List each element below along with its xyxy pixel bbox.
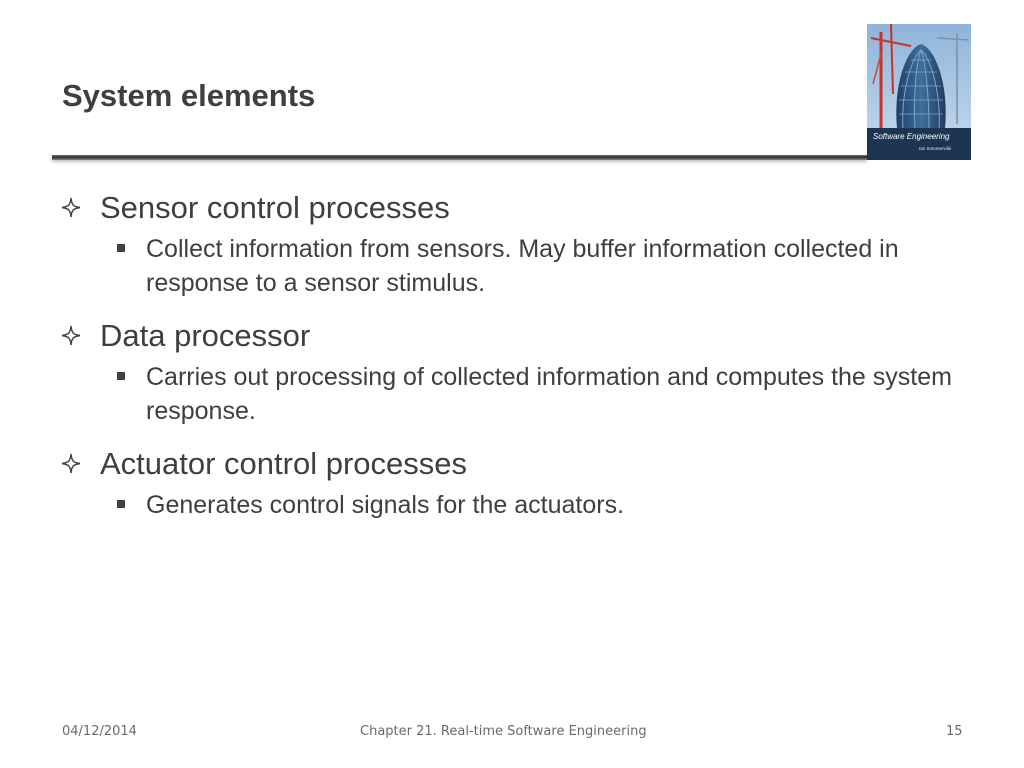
bullet-text: Generates control signals for the actuators. <box>146 491 625 519</box>
slide-title: System elements <box>62 78 316 113</box>
cover-author: Ian Sommerville <box>919 146 952 151</box>
footer-page-number: 15 <box>946 724 963 739</box>
square-bullet-icon <box>117 244 125 252</box>
square-bullet-icon <box>117 372 125 380</box>
bullet-level2 <box>146 232 956 300</box>
bullet-level1 <box>56 442 956 486</box>
four-point-star-icon <box>56 442 86 486</box>
footer-chapter: Chapter 21. Real-time Software Engineering <box>360 724 647 739</box>
bullet-level1 <box>56 314 956 358</box>
title-divider <box>52 155 867 160</box>
book-cover-image <box>867 24 971 160</box>
four-point-star-icon <box>56 314 86 358</box>
bullet-level2 <box>146 488 956 522</box>
square-bullet-icon <box>117 500 125 508</box>
slide-content <box>56 186 956 522</box>
bullet-text: Collect information from sensors. May buffer information collected in response to a sensor stimulus. <box>146 235 899 297</box>
bullet-text: Carries out processing of collected information and computes the system response. <box>146 363 952 425</box>
footer-date: 04/12/2014 <box>62 724 137 739</box>
bullet-level2 <box>146 360 956 428</box>
bullet-heading: Actuator control processes <box>100 446 468 481</box>
cover-title: Software Engineering <box>873 132 950 141</box>
four-point-star-icon <box>56 186 86 230</box>
bullet-heading: Data processor <box>100 318 311 353</box>
bullet-level1 <box>56 186 956 230</box>
bullet-heading: Sensor control processes <box>100 190 450 225</box>
